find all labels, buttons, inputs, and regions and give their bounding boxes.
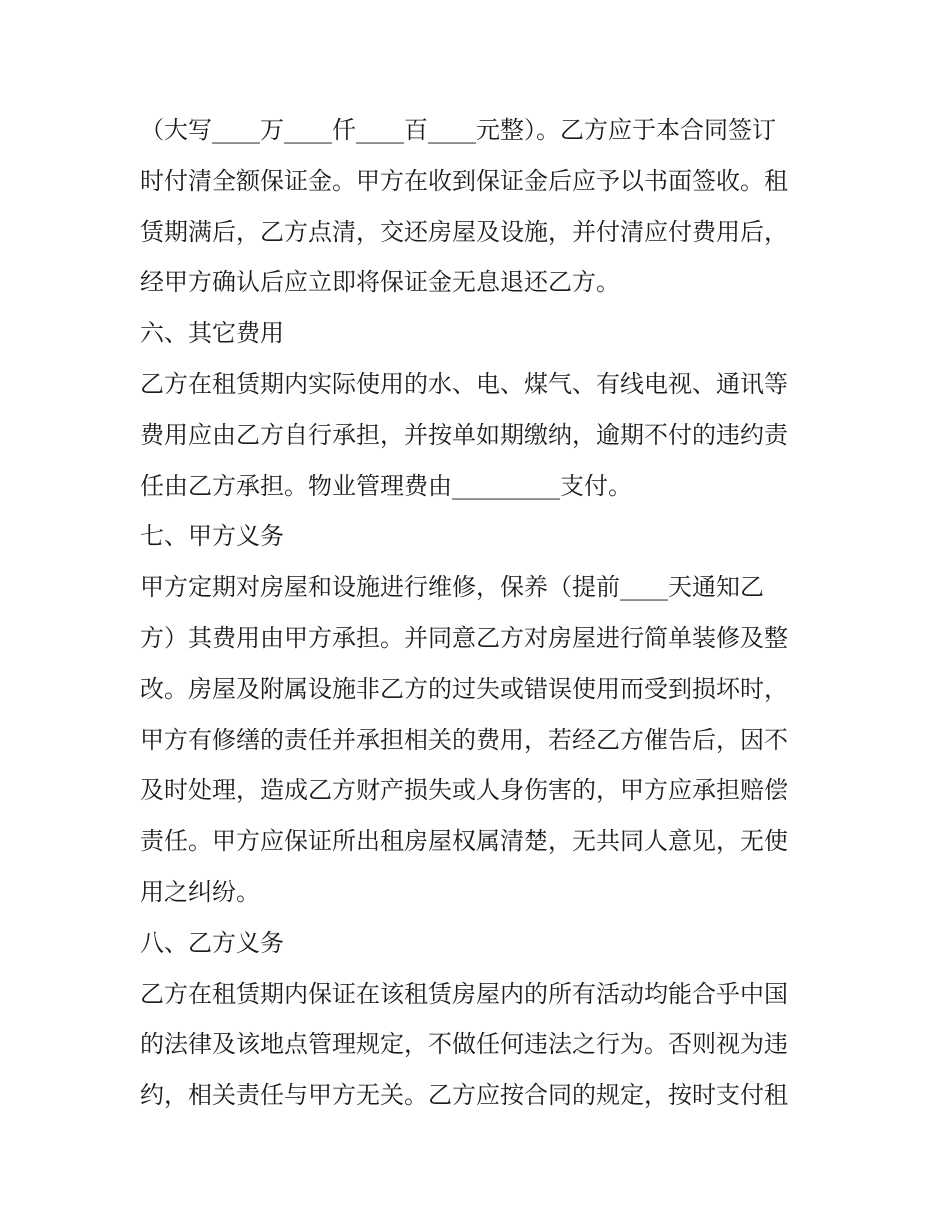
text-line: 费用应由乙方自行承担，并按单如期缴纳，逾期不付的违约责 xyxy=(140,420,788,449)
text-line: 任由乙方承担。物业管理费由_________支付。 xyxy=(140,471,632,500)
text-line: 改。房屋及附属设施非乙方的过失或错误使用而受到损坏时， xyxy=(140,674,788,703)
text-line: 乙方在租赁期内实际使用的水、电、煤气、有线电视、通讯等 xyxy=(140,369,788,398)
text-line: 的法律及该地点管理规定，不做任何违法之行为。否则视为违 xyxy=(140,1030,788,1059)
text-line: （大写____万____仟____百____元整）。乙方应于本合同签订 xyxy=(140,116,776,144)
section-heading-party-b-obligations: 八、乙方义务 xyxy=(140,928,284,957)
text-line: 责任。甲方应保证所出租房屋权属清楚，无共同人意见，无使 xyxy=(140,827,788,856)
text-line: 方）其费用由甲方承担。并同意乙方对房屋进行简单装修及整 xyxy=(140,623,788,652)
text-line: 甲方有修缮的责任并承担相关的费用，若经乙方催告后，因不 xyxy=(140,725,788,754)
text-line: 甲方定期对房屋和设施进行维修，保养（提前____天通知乙 xyxy=(140,573,764,602)
text-line: 约，相关责任与甲方无关。乙方应按合同的规定，按时支付租 xyxy=(140,1081,788,1110)
text-line: 赁期满后，乙方点清，交还房屋及设施，并付清应付费用后， xyxy=(140,217,788,246)
contract-text-block xyxy=(140,105,820,1121)
text-line: 经甲方确认后应立即将保证金无息退还乙方。 xyxy=(140,268,620,297)
text-line: 时付清全额保证金。甲方在收到保证金后应予以书面签收。租 xyxy=(140,166,788,195)
text-line: 乙方在租赁期内保证在该租赁房屋内的所有活动均能合乎中国 xyxy=(140,979,788,1008)
section-heading-party-a-obligations: 七、甲方义务 xyxy=(140,522,284,551)
section-heading-other-fees: 六、其它费用 xyxy=(140,319,284,348)
text-line: 用之纠纷。 xyxy=(140,877,260,906)
text-line: 及时处理，造成乙方财产损失或人身伤害的，甲方应承担赔偿 xyxy=(140,776,788,805)
